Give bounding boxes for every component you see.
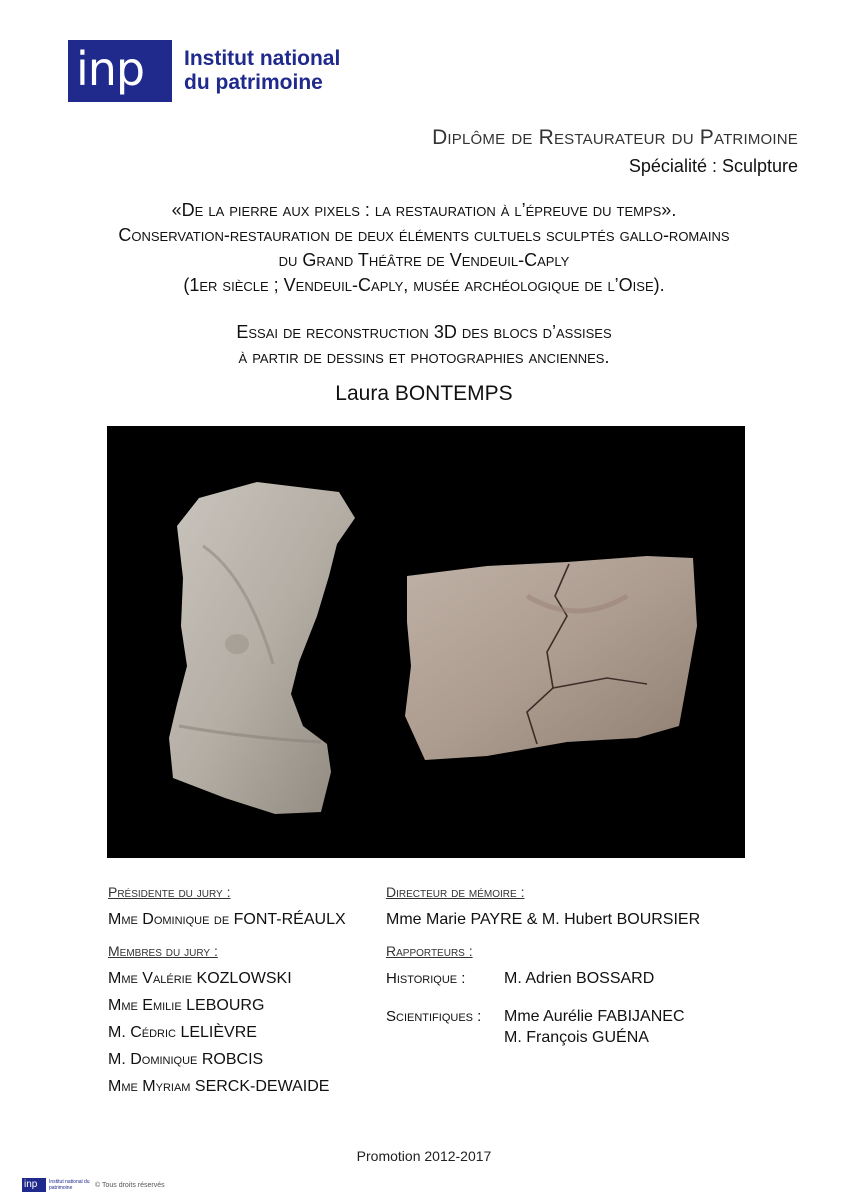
title-line-4: (1er siècle ; Vendeuil-Caply, musée archéologique de l’Oise). — [183, 275, 665, 295]
member-title: Mme Myriam — [108, 1078, 191, 1095]
logo-line2: du patrimoine — [184, 71, 323, 94]
scientific-names — [504, 1006, 685, 1048]
member-item — [108, 1073, 388, 1100]
title-line-1: «De la pierre aux pixels : la restauration à l’épreuve du temps». — [171, 200, 677, 220]
historic-label: Historique : — [386, 970, 466, 987]
president-heading: Présidente du jury : — [108, 884, 231, 900]
president-title: Mme Dominique de — [108, 911, 230, 928]
footer-rights: © Tous droits réservés — [95, 1181, 165, 1189]
historic-row — [386, 965, 806, 992]
scientific-name-1: Mme Aurélie FABIJANEC — [504, 1008, 685, 1025]
member-title: M. Cédric — [108, 1024, 176, 1041]
title-line-3: du Grand Théâtre de Vendeuil-Caply — [278, 250, 570, 270]
thesis-subtitle — [0, 320, 848, 370]
footer-logo-mark: inp — [22, 1178, 46, 1192]
footer — [22, 1178, 165, 1192]
member-surname: KOZLOWSKI — [196, 970, 292, 987]
sculpture-photo-illustration — [107, 426, 745, 858]
title-line-2: Conservation-restauration de deux éléments cultuels sculptés gallo-romains — [118, 225, 730, 245]
president-name — [108, 906, 388, 933]
subtitle-line-1: Essai de reconstruction 3D des blocs d’assises — [236, 322, 612, 342]
specialty: Spécialité : Sculpture — [628, 156, 798, 176]
logo-text — [184, 47, 340, 95]
right-stone-fragment — [405, 556, 697, 760]
member-surname: LELIÈVRE — [180, 1024, 257, 1041]
scientific-row — [386, 1006, 806, 1048]
supervision-column — [386, 884, 806, 1048]
president-surname: FONT-RÉAULX — [233, 911, 346, 928]
footer-logo-text: Institut national du patrimoine — [49, 1179, 90, 1191]
members-list — [108, 965, 388, 1100]
thesis-title — [0, 198, 848, 298]
logo-mark: inp — [68, 40, 172, 102]
historic-name: M. Adrien BOSSARD — [504, 970, 655, 987]
promotion: Promotion 2012-2017 — [356, 1148, 492, 1164]
member-title: M. Dominique — [108, 1051, 202, 1068]
member-surname: SERCK-DEWAIDE — [194, 1078, 330, 1095]
member-title: Mme Valérie — [108, 970, 193, 987]
member-surname: ROBCIS — [201, 1051, 264, 1068]
member-title: Mme Emilie — [108, 997, 182, 1014]
member-item — [108, 1046, 388, 1073]
subtitle-line-2: à partir de dessins et photographies anciennes. — [238, 347, 610, 367]
inp-logo — [68, 40, 340, 102]
director-names: Mme Marie PAYRE & M. Hubert BOURSIER — [386, 911, 701, 928]
members-heading: Membres du jury : — [108, 943, 218, 959]
member-item — [108, 1019, 388, 1046]
author-name: Laura BONTEMPS — [335, 382, 513, 405]
sculpture-photo — [107, 426, 745, 858]
member-surname: LEBOURG — [186, 997, 265, 1014]
scientific-name-2: M. François GUÉNA — [504, 1029, 649, 1046]
jury-column — [108, 884, 388, 1100]
scientific-label: Scientifiques : — [386, 1008, 482, 1025]
member-item — [108, 992, 388, 1019]
reporters-heading: Rapporteurs : — [386, 943, 473, 959]
logo-line1: Institut national — [184, 47, 341, 70]
diploma-title: Diplôme de Restaurateur du Patrimoine — [432, 126, 798, 149]
director-heading: Directeur de mémoire : — [386, 884, 525, 900]
member-item — [108, 965, 388, 992]
